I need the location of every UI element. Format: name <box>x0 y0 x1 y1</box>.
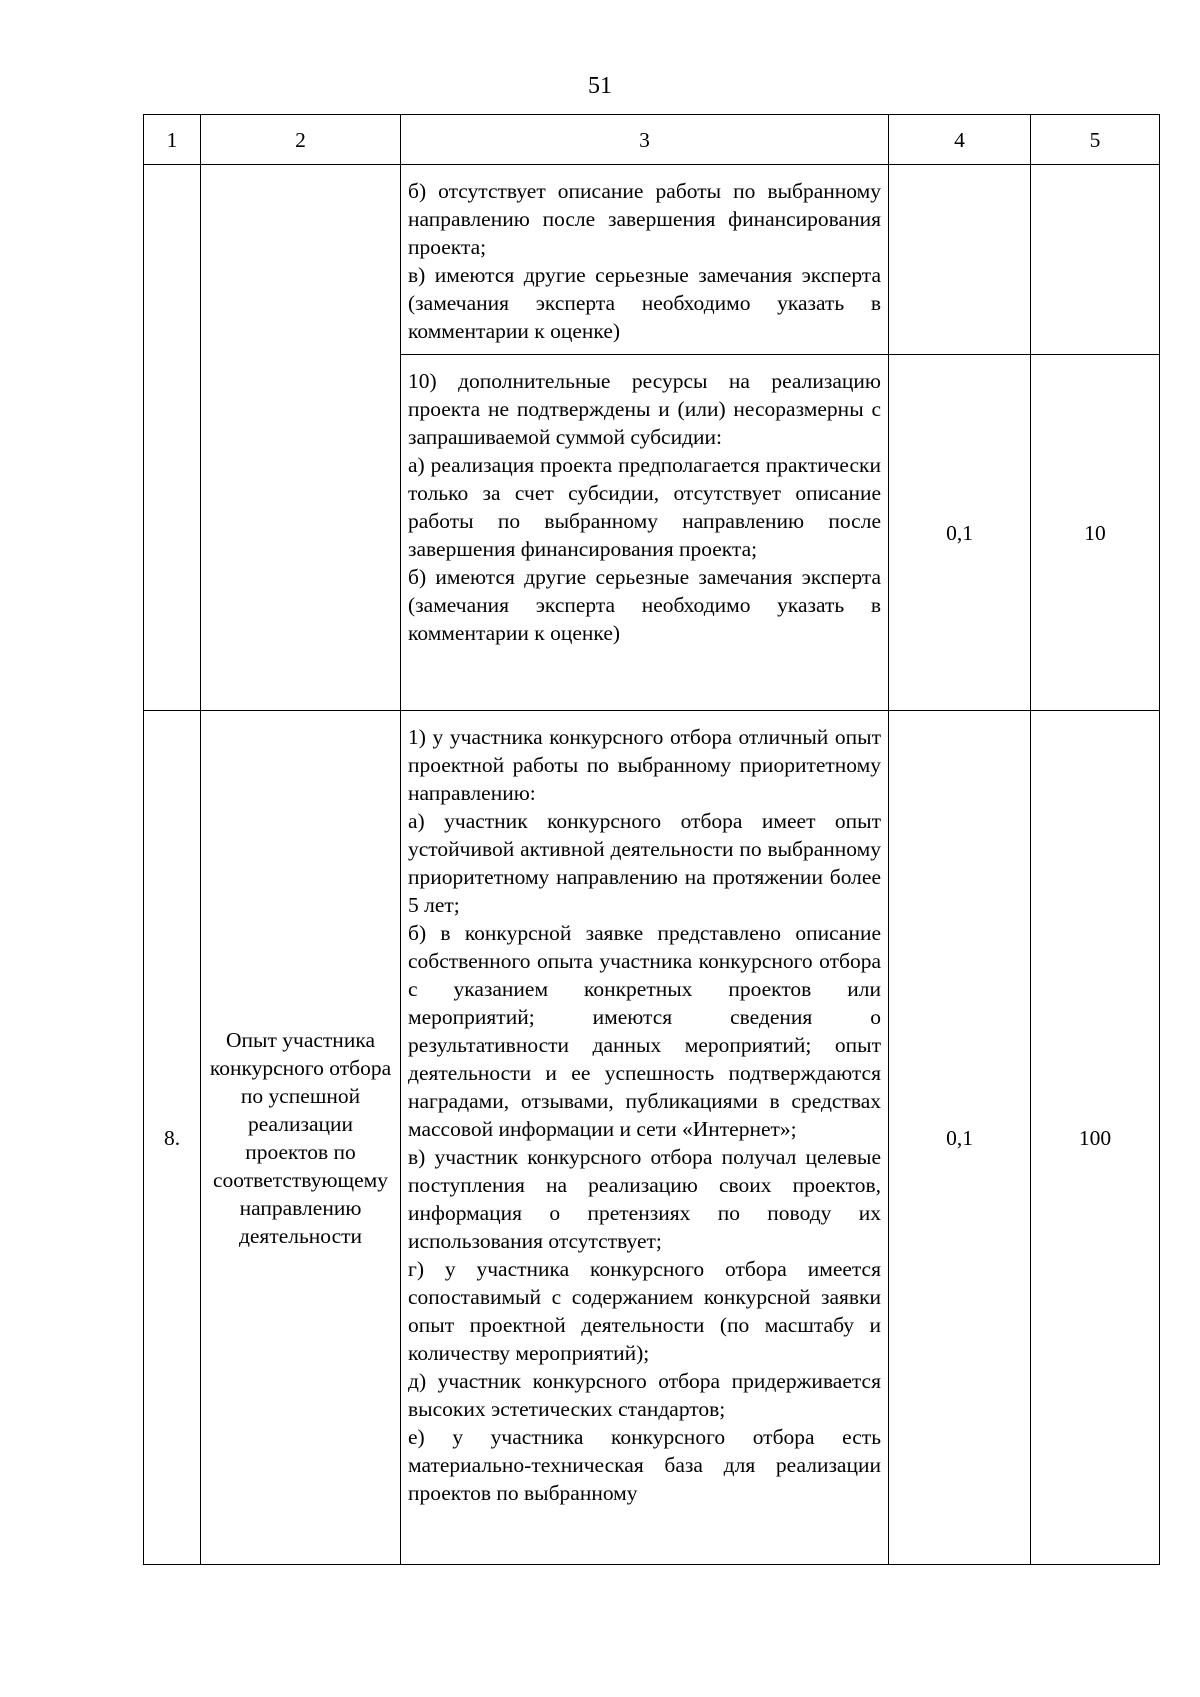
header-col-2: 2 <box>201 115 401 165</box>
cell-col1-empty <box>144 165 201 711</box>
paragraph: д) участник конкурсного отбора придерживается высоких эстетических стандартов; <box>408 1369 881 1421</box>
paragraph: 1) у участника конкурсного отбора отличный опыт проектной работы по выбранному приоритетному направлению: <box>408 725 881 805</box>
cell-criterion-name: Опыт участника конкурсного отбора по успешной реализации проектов по соответствующему направлению деятельности <box>201 711 401 1565</box>
cell-criterion-number: 8. <box>144 711 201 1565</box>
paragraph: б) имеются другие серьезные замечания эксперта (замечания эксперта необходимо указать в комментарии к оценке) <box>408 565 881 645</box>
paragraph: 10) дополнительные ресурсы на реализацию проекта не подтверждены и (или) несоразмерны с запрашиваемой суммой субсидии: <box>408 369 881 449</box>
cell-item-10-weight: 0,1 <box>889 355 1031 711</box>
table-row-criterion-8 <box>144 711 1160 1565</box>
paragraph: е) у участника конкурсного отбора есть материально-техническая база для реализации проектов по выбранному <box>408 1425 881 1505</box>
table-row-continuation <box>144 165 1160 355</box>
cell-col4-empty <box>889 165 1031 355</box>
paragraph: а) реализация проекта предполагается практически только за счет субсидии, отсутствует описание работы по выбранному направлению после завершения финансирования проекта; <box>408 453 881 561</box>
header-col-1: 1 <box>144 115 201 165</box>
paragraph: а) участник конкурсного отбора имеет опыт устойчивой активной деятельности по выбранному приоритетному направлению на протяжении более 5 лет; <box>408 809 881 917</box>
page-number: 51 <box>588 73 612 99</box>
cell-item-10-score: 10 <box>1031 355 1160 711</box>
header-col-5: 5 <box>1031 115 1160 165</box>
paragraph: б) в конкурсной заявке представлено описание собственного опыта участника конкурсного отбора с указанием конкретных проектов или мероприятий; имеются сведения о результативности данных мероприятий; опыт деятельности и ее успешность подтверждаются наградами, отзывами, публикациями в средствах массовой информации и сети «Интернет»; <box>408 921 881 1141</box>
header-col-4: 4 <box>889 115 1031 165</box>
cell-col2-empty <box>201 165 401 711</box>
cell-criterion-8-text <box>401 711 889 1565</box>
table-header-row <box>144 115 1160 165</box>
cell-item-10-text <box>401 355 889 711</box>
cell-col5-empty <box>1031 165 1160 355</box>
criteria-table <box>143 114 1160 1565</box>
paragraph: в) имеются другие серьезные замечания эксперта (замечания эксперта необходимо указать в комментарии к оценке) <box>408 263 881 343</box>
paragraph: г) у участника конкурсного отбора имеется сопоставимый с содержанием конкурсной заявки опыт проектной деятельности (по масштабу и количеству мероприятий); <box>408 1257 881 1365</box>
paragraph: б) отсутствует описание работы по выбранному направлению после завершения финансирования проекта; <box>408 179 881 259</box>
cell-continuation-text <box>401 165 889 355</box>
cell-criterion-8-score: 100 <box>1031 711 1160 1565</box>
cell-criterion-8-weight: 0,1 <box>889 711 1031 1565</box>
header-col-3: 3 <box>401 115 889 165</box>
paragraph: в) участник конкурсного отбора получал целевые поступления на реализацию своих проектов, информация о претензиях по поводу их использования отсутствует; <box>408 1145 881 1253</box>
